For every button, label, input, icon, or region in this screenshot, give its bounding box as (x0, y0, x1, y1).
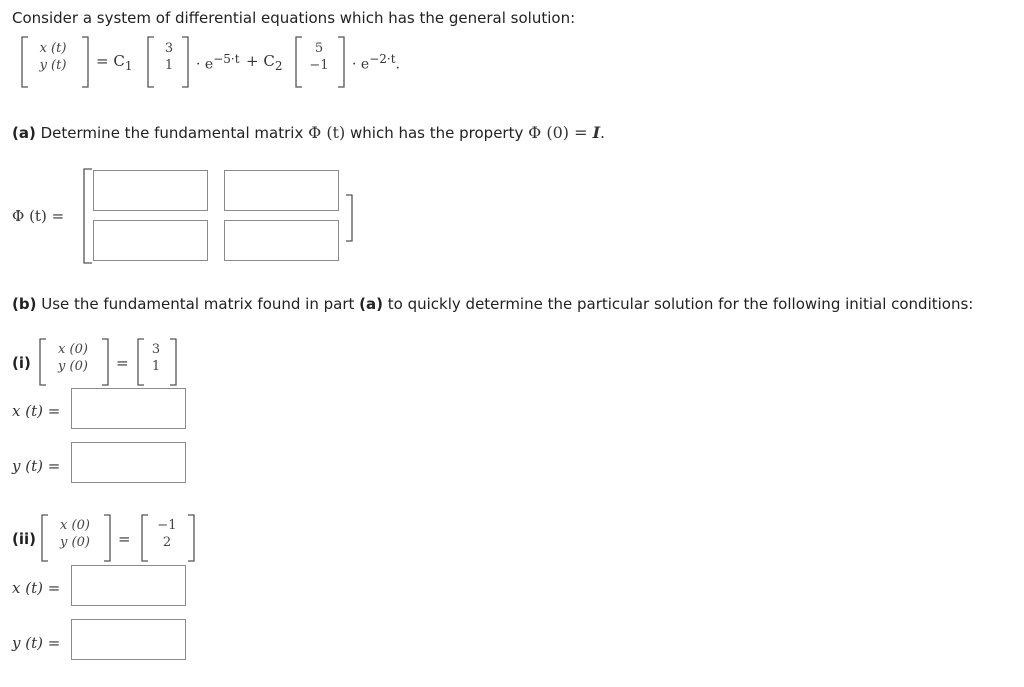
right-bracket (186, 514, 196, 562)
case-ii-rhs: −1 2 (157, 518, 177, 550)
matrix-entry-22[interactable] (224, 220, 339, 261)
part-a-reference: (a) (359, 295, 384, 313)
case-ii-x-label: x (t) = (12, 579, 61, 597)
exp2-term: · $e^{-2\cdot t}$. (352, 52, 400, 73)
right-bracket (80, 36, 90, 88)
right-bracket (100, 338, 110, 386)
part-a-label: (a) (12, 124, 36, 142)
case-i-x-input[interactable] (71, 388, 186, 429)
case-i-x-label: x (t) = (12, 402, 61, 420)
phi-t: Φ (t) (308, 123, 346, 142)
v2-top: 5 (314, 41, 324, 56)
matrix-entry-11[interactable] (93, 170, 208, 211)
v1-bottom: 1 (164, 58, 174, 73)
case-i-rhs: 3 1 (151, 342, 161, 374)
case-ii-y-input[interactable] (71, 619, 186, 660)
case-ii-lhs: x (0) y (0) (60, 518, 90, 550)
lhs-vector (28, 40, 78, 74)
identity-symbol: I (592, 123, 601, 142)
case-i-y-input[interactable] (71, 442, 186, 483)
case-ii-label: (ii) (12, 530, 36, 548)
right-bracket (180, 36, 190, 88)
exp1-term: · $e^{-5\cdot t}$ (196, 52, 240, 73)
c1-term: = $C_1$ (96, 52, 133, 73)
phi-matrix-label: Φ (t) = (12, 207, 65, 225)
equals-sign: = (116, 354, 129, 372)
phi-0: Φ (0) = (528, 123, 593, 142)
case-i-lhs: x (0) y (0) (58, 342, 88, 374)
part-b-prompt: (b) Use the fundamental matrix found in part (a) to quickly determine the particular solution for the following initial conditions: (12, 295, 974, 313)
v2-bottom: −1 (309, 58, 329, 73)
case-i-label: (i) (12, 354, 31, 372)
case-ii-x-input[interactable] (71, 565, 186, 606)
c2-term: + $C_2$ (246, 52, 283, 73)
matrix-entry-12[interactable] (224, 170, 339, 211)
case-i-y-label: y (t) = (12, 457, 61, 475)
right-bracket (336, 36, 346, 88)
vector-2 (298, 40, 340, 74)
matrix-entry-21[interactable] (93, 220, 208, 261)
right-bracket (102, 514, 112, 562)
case-ii-y-label: y (t) = (12, 634, 61, 652)
v1-top: 3 (164, 41, 174, 56)
right-bracket (168, 338, 178, 386)
part-a-prompt: (a) Determine the fundamental matrix Φ (t) which has the property Φ (0) = I. (12, 123, 605, 142)
intro-text: Consider a system of differential equations which has the general solution: (12, 9, 576, 27)
lhs-y: y (t) (39, 58, 67, 73)
lhs-x: x (t) (39, 41, 67, 56)
matrix-right-bracket (344, 194, 354, 242)
equals-sign: = (118, 530, 131, 548)
part-b-label: (b) (12, 295, 37, 313)
